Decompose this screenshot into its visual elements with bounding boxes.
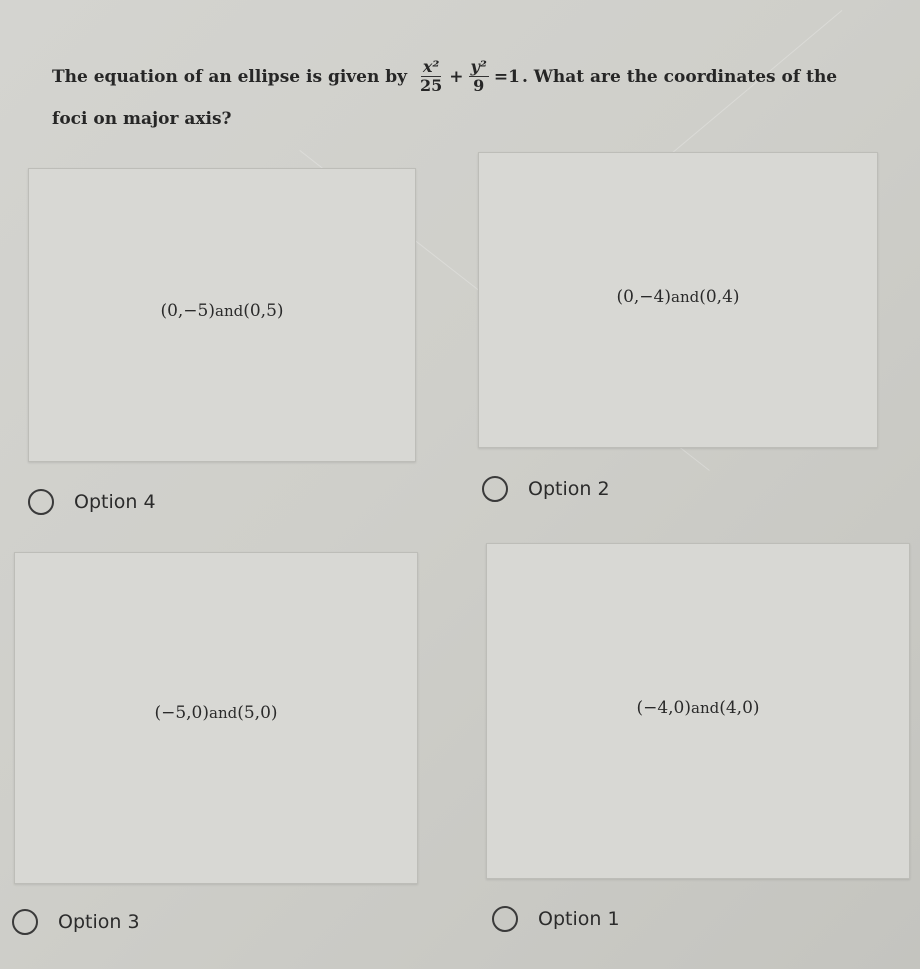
question-suffix: . What are the coordinates of the	[521, 66, 838, 87]
radio-circle-icon[interactable]	[28, 489, 54, 515]
point-left: (−4,0)	[636, 698, 691, 718]
radio-circle-icon[interactable]	[482, 476, 508, 502]
answer-coordinates	[479, 287, 877, 307]
question-line-1	[52, 58, 837, 95]
answer-coordinates	[487, 698, 909, 718]
plus-sign: +	[449, 66, 464, 87]
option-label: Option 2	[528, 478, 610, 500]
answer-coordinates	[15, 703, 417, 723]
and-label: and	[215, 302, 244, 320]
radio-circle-icon[interactable]	[12, 909, 38, 935]
answer-card-option-2[interactable]	[478, 152, 878, 448]
question-line-2: foci on major axis?	[52, 109, 232, 129]
equals-one: =1	[493, 66, 520, 87]
option-label: Option 3	[58, 911, 140, 933]
fraction-y	[469, 58, 489, 95]
answer-coordinates	[29, 301, 415, 321]
point-left: (−5,0)	[154, 703, 209, 723]
radio-circle-icon[interactable]	[492, 906, 518, 932]
fraction-x	[418, 58, 444, 95]
point-left: (0,−4)	[616, 287, 671, 307]
answer-card-option-4[interactable]	[28, 168, 416, 462]
answer-card-option-3[interactable]	[14, 552, 418, 884]
and-label: and	[671, 288, 700, 306]
point-right: (5,0)	[237, 703, 278, 723]
point-right: (0,5)	[243, 301, 284, 321]
answer-card-option-1[interactable]	[486, 543, 910, 879]
fraction-y-denominator: 9	[473, 76, 485, 95]
point-right: (4,0)	[719, 698, 760, 718]
point-left: (0,−5)	[160, 301, 215, 321]
question-prefix: The equation of an ellipse is given by	[52, 66, 408, 87]
fraction-x-numerator: x²	[422, 57, 440, 76]
point-right: (0,4)	[699, 287, 740, 307]
and-label: and	[691, 699, 720, 717]
option-label: Option 1	[538, 908, 620, 930]
and-label: and	[209, 704, 238, 722]
radio-option-4[interactable]	[28, 489, 156, 515]
fraction-x-denominator: 25	[420, 76, 443, 95]
fraction-y-numerator: y²	[470, 57, 487, 76]
radio-option-1[interactable]	[492, 906, 620, 932]
radio-option-2[interactable]	[482, 476, 610, 502]
radio-option-3[interactable]	[12, 909, 140, 935]
option-label: Option 4	[74, 491, 156, 513]
